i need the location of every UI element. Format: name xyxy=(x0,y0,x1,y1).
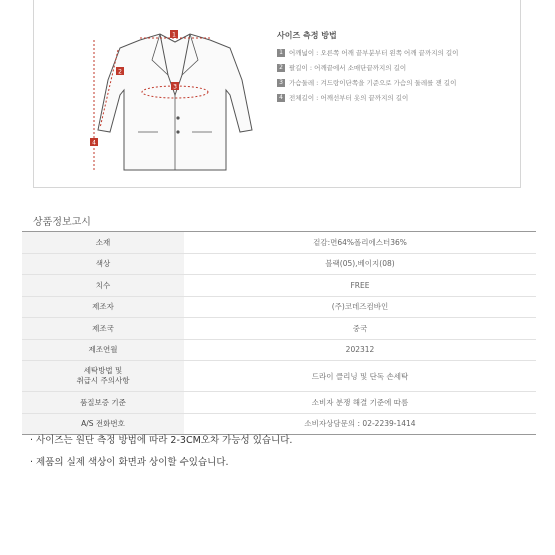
table-row xyxy=(22,361,536,392)
notes xyxy=(30,432,292,476)
guide-text: 어깨넓이 : 오른쪽 어깨 끝부분부터 왼쪽 어깨 끝까지의 길이 xyxy=(289,49,459,57)
row-value: 소비자 분쟁 해결 기준에 따름 xyxy=(184,392,536,414)
note-item: · 사이즈는 원단 측정 방법에 따라 2-3CM오차 가능성 있습니다. xyxy=(30,435,293,446)
row-value: 중국 xyxy=(184,318,536,340)
product-info-table xyxy=(22,231,536,435)
note-item: · 제품의 실제 색상이 화면과 상이할 수있습니다. xyxy=(30,457,229,468)
table-row xyxy=(22,318,536,340)
svg-text:4: 4 xyxy=(92,139,96,147)
row-label: 품질보증 기준 xyxy=(22,392,184,414)
row-value: 202312 xyxy=(184,339,536,361)
guide-text: 전체길이 : 어깨선부터 옷의 끝까지의 길이 xyxy=(289,94,409,102)
row-value: 겉감:면64%폴리에스터36% xyxy=(184,232,536,254)
guide-item xyxy=(277,64,517,73)
table-row xyxy=(22,296,536,318)
table-row xyxy=(22,392,536,414)
svg-text:2: 2 xyxy=(118,68,122,76)
row-value: (주)코데즈컴바인 xyxy=(184,296,536,318)
table-row xyxy=(22,232,536,254)
row-label: A/S 전화번호 xyxy=(22,413,184,435)
row-label: 소재 xyxy=(22,232,184,254)
row-value: 드라이 클리닝 및 단독 손세탁 xyxy=(184,361,536,392)
table-row xyxy=(22,253,536,275)
note-text: 제품의 실제 색상이 화면과 상이할 수있습니다. xyxy=(36,457,229,468)
row-value: 블랙(05),베이지(08) xyxy=(184,253,536,275)
guide-number: 2 xyxy=(277,64,285,72)
guide-text: 팔길이 : 어깨끝에서 소매단끝까지의 길이 xyxy=(289,64,407,72)
svg-text:3: 3 xyxy=(173,83,177,91)
section-title: 상품정보고시 xyxy=(33,217,91,228)
jacket-diagram xyxy=(80,20,270,180)
size-guide xyxy=(277,30,517,109)
row-label: 제조국 xyxy=(22,318,184,340)
guide-number: 3 xyxy=(277,79,285,87)
table-row xyxy=(22,339,536,361)
guide-number: 4 xyxy=(277,94,285,102)
guide-item xyxy=(277,49,517,58)
guide-number: 1 xyxy=(277,49,285,57)
size-guide-title: 사이즈 측정 방법 xyxy=(277,31,337,40)
row-value: 소비자상담문의 : 02-2239-1414 xyxy=(184,413,536,435)
svg-text:1: 1 xyxy=(172,31,176,39)
guide-item xyxy=(277,94,517,103)
row-label: 세탁방법 및 취급시 주의사항 xyxy=(22,361,184,392)
row-label: 제조연월 xyxy=(22,339,184,361)
guide-item xyxy=(277,79,517,88)
table-row xyxy=(22,275,536,297)
row-label: 치수 xyxy=(22,275,184,297)
row-value: FREE xyxy=(184,275,536,297)
guide-text: 가슴둘레 : 겨드랑이단쪽을 기준으로 가슴의 둘레를 잰 길이 xyxy=(289,79,457,87)
note-text: 사이즈는 원단 측정 방법에 따라 2-3CM오차 가능성 있습니다. xyxy=(36,435,293,446)
row-label: 제조자 xyxy=(22,296,184,318)
row-label: 색상 xyxy=(22,253,184,275)
